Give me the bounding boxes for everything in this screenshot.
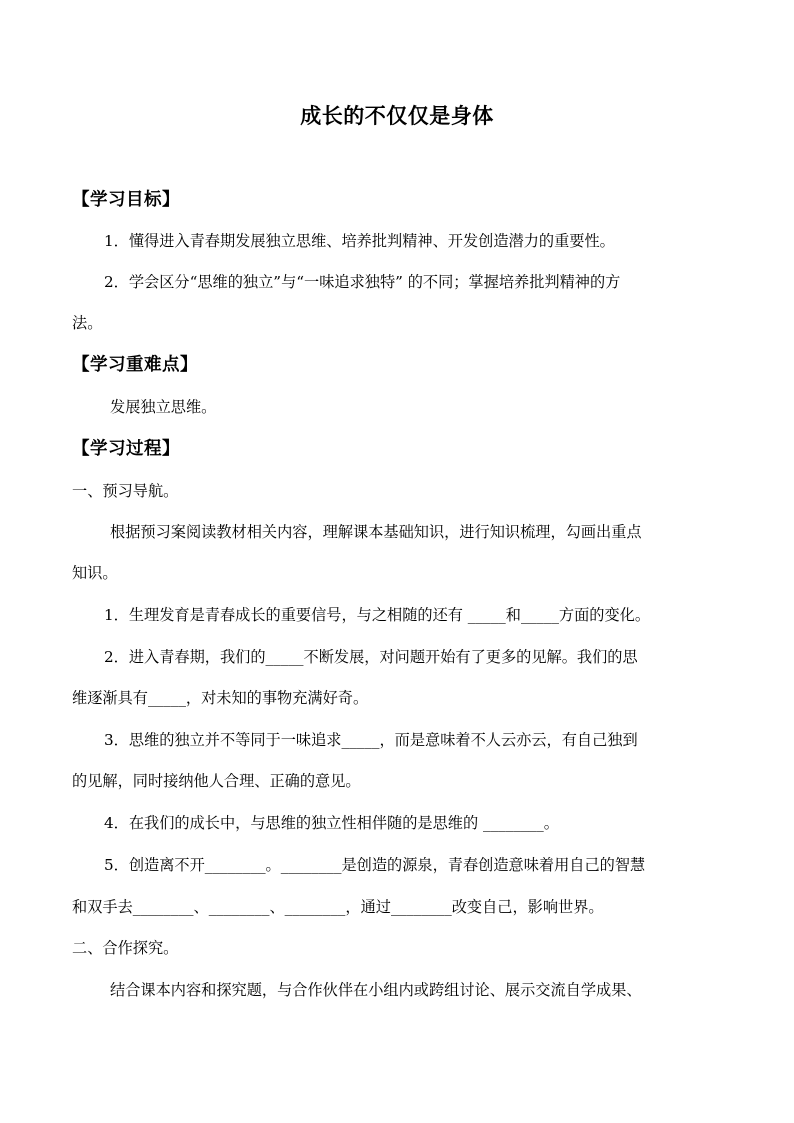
question-2: 2．进入青春期，我们的_____不断发展，对问题开始有了更多的见解。我们的思 bbox=[104, 648, 638, 666]
question-5: 5．创造离不开________。________是创造的源泉，青春创造意味着用自己的智慧 bbox=[104, 856, 646, 874]
objective-item-2-continued: 法。 bbox=[72, 314, 103, 332]
objective-item-1: 1．懂得进入青春期发展独立思维、培养批判精神、开发创造潜力的重要性。 bbox=[104, 232, 615, 250]
key-points-text: 发展独立思维。 bbox=[110, 398, 217, 416]
key-points-heading: 【学习重难点】 bbox=[72, 355, 198, 375]
part1-intro-line-1: 根据预习案阅读教材相关内容，理解课本基础知识，进行知识梳理，勾画出重点 bbox=[110, 523, 642, 541]
part1-title: 一、预习导航。 bbox=[72, 482, 179, 500]
question-4: 4．在我们的成长中，与思维的独立性相伴随的是思维的 ________。 bbox=[104, 814, 559, 832]
process-heading: 【学习过程】 bbox=[72, 439, 180, 459]
part2-intro: 结合课本内容和探究题，与合作伙伴在小组内或跨组讨论、展示交流自学成果、 bbox=[110, 981, 642, 999]
objective-item-2: 2．学会区分“思维的独立”与“一味追求独特” 的不同；掌握培养批判精神的方 bbox=[104, 273, 621, 291]
question-5-continued: 和双手去________、________、________，通过________改变自己，影响世界。 bbox=[72, 898, 604, 916]
objectives-heading: 【学习目标】 bbox=[72, 190, 180, 210]
question-3-continued: 的见解，同时接纳他人合理、正确的意见。 bbox=[72, 772, 361, 790]
question-2-continued: 维逐渐具有_____，对未知的事物充满好奇。 bbox=[72, 689, 369, 707]
question-1: 1．生理发育是青春成长的重要信号，与之相随的还有 _____和_____方面的变化。 bbox=[104, 606, 651, 624]
question-3: 3．思维的独立并不等同于一味追求_____，而是意味着不人云亦云，有自己独到 bbox=[104, 731, 638, 749]
document-title: 成长的不仅仅是身体 bbox=[300, 104, 494, 128]
part1-intro-line-2: 知识。 bbox=[72, 564, 118, 582]
part2-title: 二、合作探究。 bbox=[72, 939, 179, 957]
